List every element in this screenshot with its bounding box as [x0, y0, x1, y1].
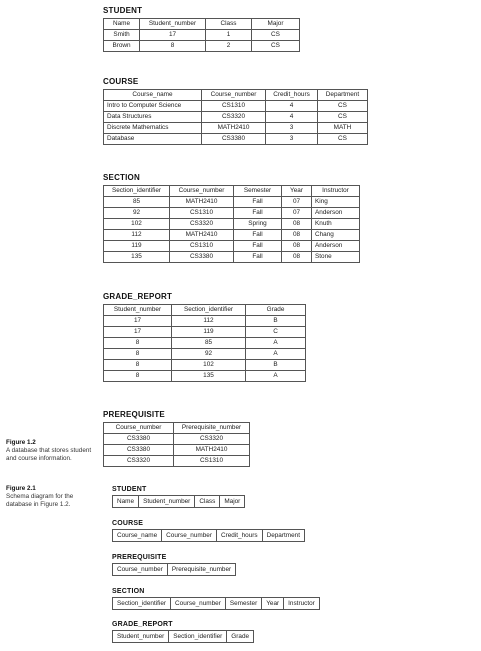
- table-row: [104, 101, 368, 112]
- table-cell: CS: [252, 41, 300, 52]
- figure-2-1-text: Schema diagram for the database in Figure 1.2.: [6, 493, 74, 508]
- column-header: Section_identifier: [104, 186, 170, 197]
- schema-attribute: Course_number: [113, 564, 168, 576]
- table-cell: 1: [206, 30, 252, 41]
- table-cell: 8: [104, 349, 172, 360]
- table-cell: King: [312, 197, 360, 208]
- column-header: Student_number: [140, 19, 206, 30]
- schema-attribute: Instructor: [284, 598, 320, 610]
- figure-1-2-label: Figure 1.2: [6, 439, 36, 446]
- table-cell: 119: [172, 327, 246, 338]
- schema-attribute: Credit_hours: [216, 530, 262, 542]
- table-row: [104, 41, 300, 52]
- table-cell: Chang: [312, 230, 360, 241]
- table-cell: CS3380: [202, 134, 266, 145]
- table-row: [104, 252, 360, 263]
- figure-2-1-caption: [6, 485, 94, 509]
- table-cell: CS3320: [174, 434, 250, 445]
- prerequisite-table-title: PREREQUISITE: [103, 410, 165, 419]
- table-cell: Fall: [234, 241, 282, 252]
- table-cell: 8: [104, 338, 172, 349]
- table-cell: 3: [266, 123, 318, 134]
- schema-attribute: Course_number: [162, 530, 217, 542]
- schema-grade-report-block: [112, 621, 254, 643]
- figure-2-1-label: Figure 2.1: [6, 485, 36, 492]
- schema-course-title: COURSE: [112, 520, 144, 527]
- table-cell: CS3320: [170, 219, 234, 230]
- schema-attribute: Major: [220, 496, 245, 508]
- prerequisite-table-block: [103, 410, 250, 467]
- table-cell: 8: [104, 371, 172, 382]
- table-row: [104, 445, 250, 456]
- schema-course-table: [112, 529, 305, 542]
- schema-attribute: Student_number: [113, 631, 169, 643]
- schema-attribute: Section_identifier: [113, 598, 171, 610]
- table-row: [104, 208, 360, 219]
- table-cell: 4: [266, 112, 318, 123]
- table-cell: 17: [104, 316, 172, 327]
- table-cell: Intro to Computer Science: [104, 101, 202, 112]
- course-table-title: COURSE: [103, 77, 139, 86]
- schema-student-table: [112, 495, 245, 508]
- table-cell: B: [246, 360, 306, 371]
- table-row: [104, 112, 368, 123]
- column-header: Semester: [234, 186, 282, 197]
- table-cell: Brown: [104, 41, 140, 52]
- table-cell: 112: [104, 230, 170, 241]
- schema-attribute: Department: [262, 530, 304, 542]
- table-cell: CS: [318, 134, 368, 145]
- grade-report-table-title: GRADE_REPORT: [103, 292, 173, 301]
- table-cell: CS3320: [202, 112, 266, 123]
- table-cell: Anderson: [312, 208, 360, 219]
- table-cell: 135: [104, 252, 170, 263]
- table-row: [104, 241, 360, 252]
- table-row: [104, 134, 368, 145]
- table-cell: MATH2410: [170, 197, 234, 208]
- table-cell: 08: [282, 252, 312, 263]
- table-cell: 135: [172, 371, 246, 382]
- table-cell: C: [246, 327, 306, 338]
- schema-attribute: Name: [113, 496, 139, 508]
- table-cell: CS3320: [104, 456, 174, 467]
- table-cell: CS1310: [174, 456, 250, 467]
- table-cell: Fall: [234, 252, 282, 263]
- table-cell: CS3380: [104, 434, 174, 445]
- table-cell: Discrete Mathematics: [104, 123, 202, 134]
- table-cell: CS1310: [170, 241, 234, 252]
- schema-prerequisite-block: [112, 554, 236, 576]
- table-cell: 8: [104, 360, 172, 371]
- column-header: Section_identifier: [172, 305, 246, 316]
- table-cell: 102: [172, 360, 246, 371]
- table-cell: Anderson: [312, 241, 360, 252]
- table-cell: Spring: [234, 219, 282, 230]
- table-cell: 17: [140, 30, 206, 41]
- table-cell: CS: [252, 30, 300, 41]
- schema-attribute: Course_number: [171, 598, 226, 610]
- course-table: [103, 89, 368, 145]
- schema-prerequisite-table: [112, 563, 236, 576]
- table-cell: Knuth: [312, 219, 360, 230]
- table-row: [104, 197, 360, 208]
- schema-course-block: [112, 520, 305, 542]
- table-cell: 08: [282, 219, 312, 230]
- table-cell: Fall: [234, 230, 282, 241]
- table-cell: 112: [172, 316, 246, 327]
- table-cell: 85: [104, 197, 170, 208]
- column-header: Prerequisite_number: [174, 423, 250, 434]
- table-row: [104, 456, 250, 467]
- student-table-title: STUDENT: [103, 6, 143, 15]
- column-header: Course_number: [104, 423, 174, 434]
- column-header: Department: [318, 90, 368, 101]
- column-header: Course_number: [202, 90, 266, 101]
- table-cell: Fall: [234, 197, 282, 208]
- table-row: [104, 349, 306, 360]
- grade-report-table: [103, 304, 306, 382]
- table-cell: 92: [104, 208, 170, 219]
- table-cell: MATH2410: [174, 445, 250, 456]
- section-table-title: SECTION: [103, 173, 140, 182]
- section-table-block: [103, 173, 360, 263]
- schema-section-block: [112, 588, 320, 610]
- table-cell: 85: [172, 338, 246, 349]
- table-cell: 8: [140, 41, 206, 52]
- schema-grade-report-table: [112, 630, 254, 643]
- table-cell: 92: [172, 349, 246, 360]
- student-table: [103, 18, 300, 52]
- column-header: Major: [252, 19, 300, 30]
- schema-attribute: Section_identifier: [169, 631, 227, 643]
- table-row: [104, 360, 306, 371]
- schema-attribute: Year: [262, 598, 284, 610]
- table-row: [104, 123, 368, 134]
- student-table-block: [103, 6, 300, 52]
- table-cell: MATH: [318, 123, 368, 134]
- table-cell: 3: [266, 134, 318, 145]
- table-cell: 102: [104, 219, 170, 230]
- table-cell: B: [246, 316, 306, 327]
- course-table-block: [103, 77, 368, 145]
- table-cell: A: [246, 371, 306, 382]
- table-cell: CS1310: [202, 101, 266, 112]
- table-cell: MATH2410: [170, 230, 234, 241]
- column-header: Name: [104, 19, 140, 30]
- column-header: Course_number: [170, 186, 234, 197]
- table-row: [104, 434, 250, 445]
- table-cell: CS: [318, 112, 368, 123]
- table-cell: Stone: [312, 252, 360, 263]
- table-cell: CS1310: [170, 208, 234, 219]
- schema-grade-report-title: GRADE_REPORT: [112, 621, 173, 628]
- table-cell: CS: [318, 101, 368, 112]
- table-cell: A: [246, 349, 306, 360]
- table-cell: Smith: [104, 30, 140, 41]
- figure-1-2-caption: [6, 439, 94, 463]
- schema-student-title: STUDENT: [112, 486, 147, 493]
- schema-section-title: SECTION: [112, 588, 145, 595]
- table-cell: 2: [206, 41, 252, 52]
- table-cell: Fall: [234, 208, 282, 219]
- column-header: Instructor: [312, 186, 360, 197]
- column-header: Course_name: [104, 90, 202, 101]
- table-cell: 07: [282, 208, 312, 219]
- grade-report-table-block: [103, 292, 306, 382]
- table-cell: 17: [104, 327, 172, 338]
- table-row: [104, 316, 306, 327]
- column-header: Class: [206, 19, 252, 30]
- table-cell: 4: [266, 101, 318, 112]
- section-table: [103, 185, 360, 263]
- table-cell: 07: [282, 197, 312, 208]
- table-cell: 08: [282, 230, 312, 241]
- table-row: [104, 219, 360, 230]
- column-header: Student_number: [104, 305, 172, 316]
- table-cell: 119: [104, 241, 170, 252]
- table-row: [104, 371, 306, 382]
- schema-attribute: Semester: [225, 598, 261, 610]
- schema-attribute: Grade: [227, 631, 254, 643]
- schema-attribute: Student_number: [139, 496, 195, 508]
- table-cell: Data Structures: [104, 112, 202, 123]
- table-row: [104, 338, 306, 349]
- schema-student-block: [112, 486, 245, 508]
- column-header: Year: [282, 186, 312, 197]
- table-cell: Database: [104, 134, 202, 145]
- schema-section-table: [112, 597, 320, 610]
- column-header: Grade: [246, 305, 306, 316]
- table-cell: 08: [282, 241, 312, 252]
- table-cell: A: [246, 338, 306, 349]
- table-cell: CS3380: [104, 445, 174, 456]
- schema-attribute: Prerequisite_number: [167, 564, 235, 576]
- table-row: [104, 30, 300, 41]
- table-row: [104, 327, 306, 338]
- schema-attribute: Course_name: [113, 530, 162, 542]
- column-header: Credit_hours: [266, 90, 318, 101]
- figure-1-2-text: A database that stores student and course information.: [6, 447, 92, 462]
- prerequisite-table: [103, 422, 250, 467]
- table-cell: CS3380: [170, 252, 234, 263]
- table-cell: MATH2410: [202, 123, 266, 134]
- schema-prerequisite-title: PREREQUISITE: [112, 554, 167, 561]
- schema-attribute: Class: [195, 496, 220, 508]
- table-row: [104, 230, 360, 241]
